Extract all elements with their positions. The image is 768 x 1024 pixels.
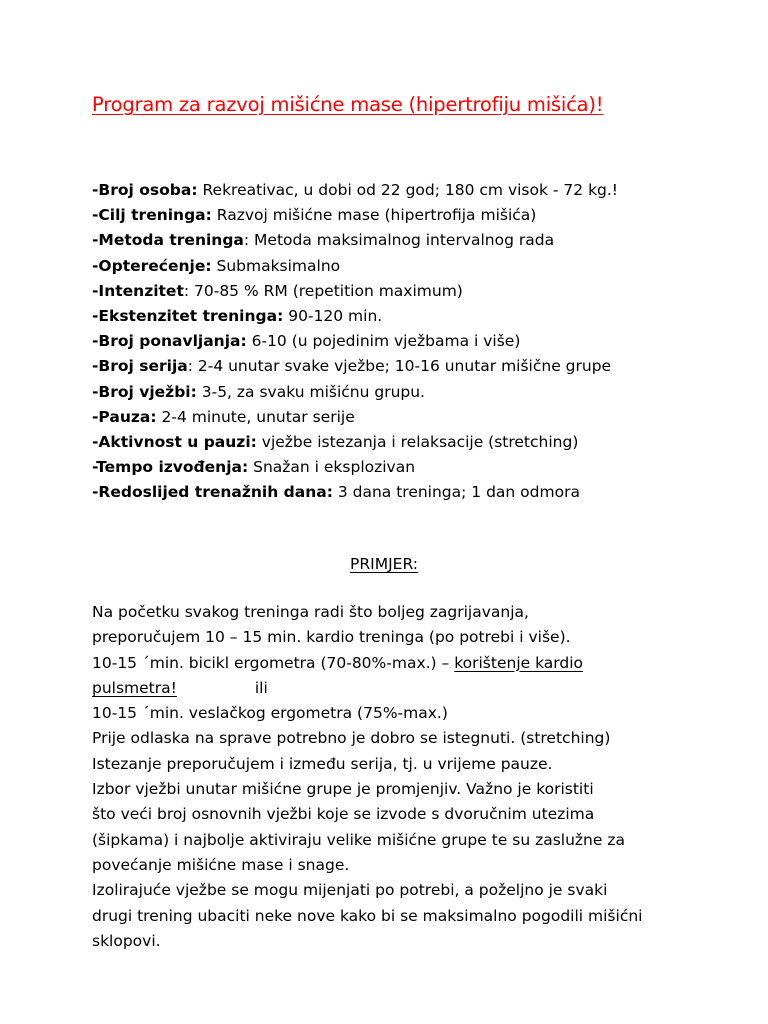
param-redoslijed-dana [92,480,752,505]
param-value: Submaksimalno [211,256,341,275]
underlined-phrase: korištenje kardio [454,653,584,672]
param-key: -Metoda treninga [92,231,244,250]
param-broj-vjezbi [92,380,752,405]
body-line: što veći broj osnovnih vježbi koje se izvode s dvoručnim utezima [92,805,595,824]
body-line: Istezanje preporučujem i između serija, tj. u vrijeme pauze. [92,754,553,773]
body-line [92,676,712,701]
body-line: sklopovi. [92,931,161,950]
param-key: -Broj vježbi: [92,382,197,401]
param-key: -Ekstenzitet treninga: [92,307,284,326]
param-broj-ponavljanja [92,329,752,354]
param-opterecenje [92,254,752,279]
param-broj-serija [92,354,752,379]
param-key: -Cilj treninga: [92,206,212,225]
training-parameters [92,178,752,506]
param-key: -Intenzitet [92,281,184,300]
param-key: -Opterećenje: [92,256,212,275]
param-key: -Broj ponavljanja: [92,332,247,351]
param-value: Razvoj mišićne mase (hipertrofija mišića) [211,206,537,225]
param-key: -Broj serija [92,357,188,376]
param-key: -Aktivnost u pauzi: [92,433,257,452]
param-value: : 2-4 unutar svake vježbe; 10-16 unutar mišične grupe [187,357,612,376]
param-key: -Redoslijed trenažnih dana: [92,483,333,502]
body-line: 10-15 ´min. veslačkog ergometra (75%-max.) [92,704,448,723]
body-line: Izbor vježbi unutar mišićne grupe je promjenjiv. Važno je koristiti [92,780,594,799]
example-heading: PRIMJER: [350,555,418,573]
body-line: Prije odlaska na sprave potrebno je dobro se istegnuti. (stretching) [92,729,611,748]
param-value: : 70-85 % RM (repetition maximum) [183,281,463,300]
param-value: 3 dana treninga; 1 dan odmora [332,483,580,502]
param-value: 3-5, za svaku mišićnu grupu. [196,382,425,401]
underlined-phrase: pulsmetra! [92,678,177,697]
param-value: Snažan i eksplozivan [248,458,416,477]
example-body [92,600,712,954]
param-broj-osoba [92,178,752,203]
body-line: Izolirajuće vježbe se mogu mijenjati po potrebi, a poželjno je svaki [92,881,608,900]
body-line: (šipkama) i najbolje aktiviraju velike mišićne grupe te su zaslužne za [92,830,625,849]
body-line [92,651,712,676]
param-tempo-izvodenja [92,455,752,480]
param-intenzitet [92,279,752,304]
body-text-segment: ili [254,678,268,697]
param-key: -Pauza: [92,407,157,426]
param-ekstenzitet [92,304,752,329]
param-value: Rekreativac, u dobi od 22 god; 180 cm visok - 72 kg.! [197,181,619,199]
body-line: povećanje mišićne mase i snage. [92,855,350,874]
param-value: 6-10 (u pojedinim vježbama i više) [246,332,521,351]
param-cilj-treninga [92,203,752,228]
param-pauza [92,405,752,430]
page-title: Program za razvoj mišićne mase (hipertrofiju mišića)! [92,93,604,116]
body-line: Na početku svakog treninga radi što boljeg zagrijavanja, [92,603,529,621]
param-key: -Tempo izvođenja: [92,458,249,477]
body-line: preporučujem 10 – 15 min. kardio treninga (po potrebi i više). [92,628,571,647]
param-metoda-treninga [92,228,752,253]
body-line: drugi trening ubaciti neke nove kako bi se maksimalno pogodili mišićni [92,906,643,925]
param-value: 2-4 minute, unutar serije [156,407,355,426]
param-aktivnost-u-pauzi [92,430,752,455]
param-value: : Metoda maksimalnog intervalnog rada [243,231,555,250]
param-value: 90-120 min. [283,307,383,326]
param-value: vježbe istezanja i relaksacije (stretching) [256,433,579,452]
param-key: -Broj osoba: [92,181,198,199]
body-text-segment: 10-15 ´min. bicikl ergometra (70-80%-max.) – [92,653,455,672]
